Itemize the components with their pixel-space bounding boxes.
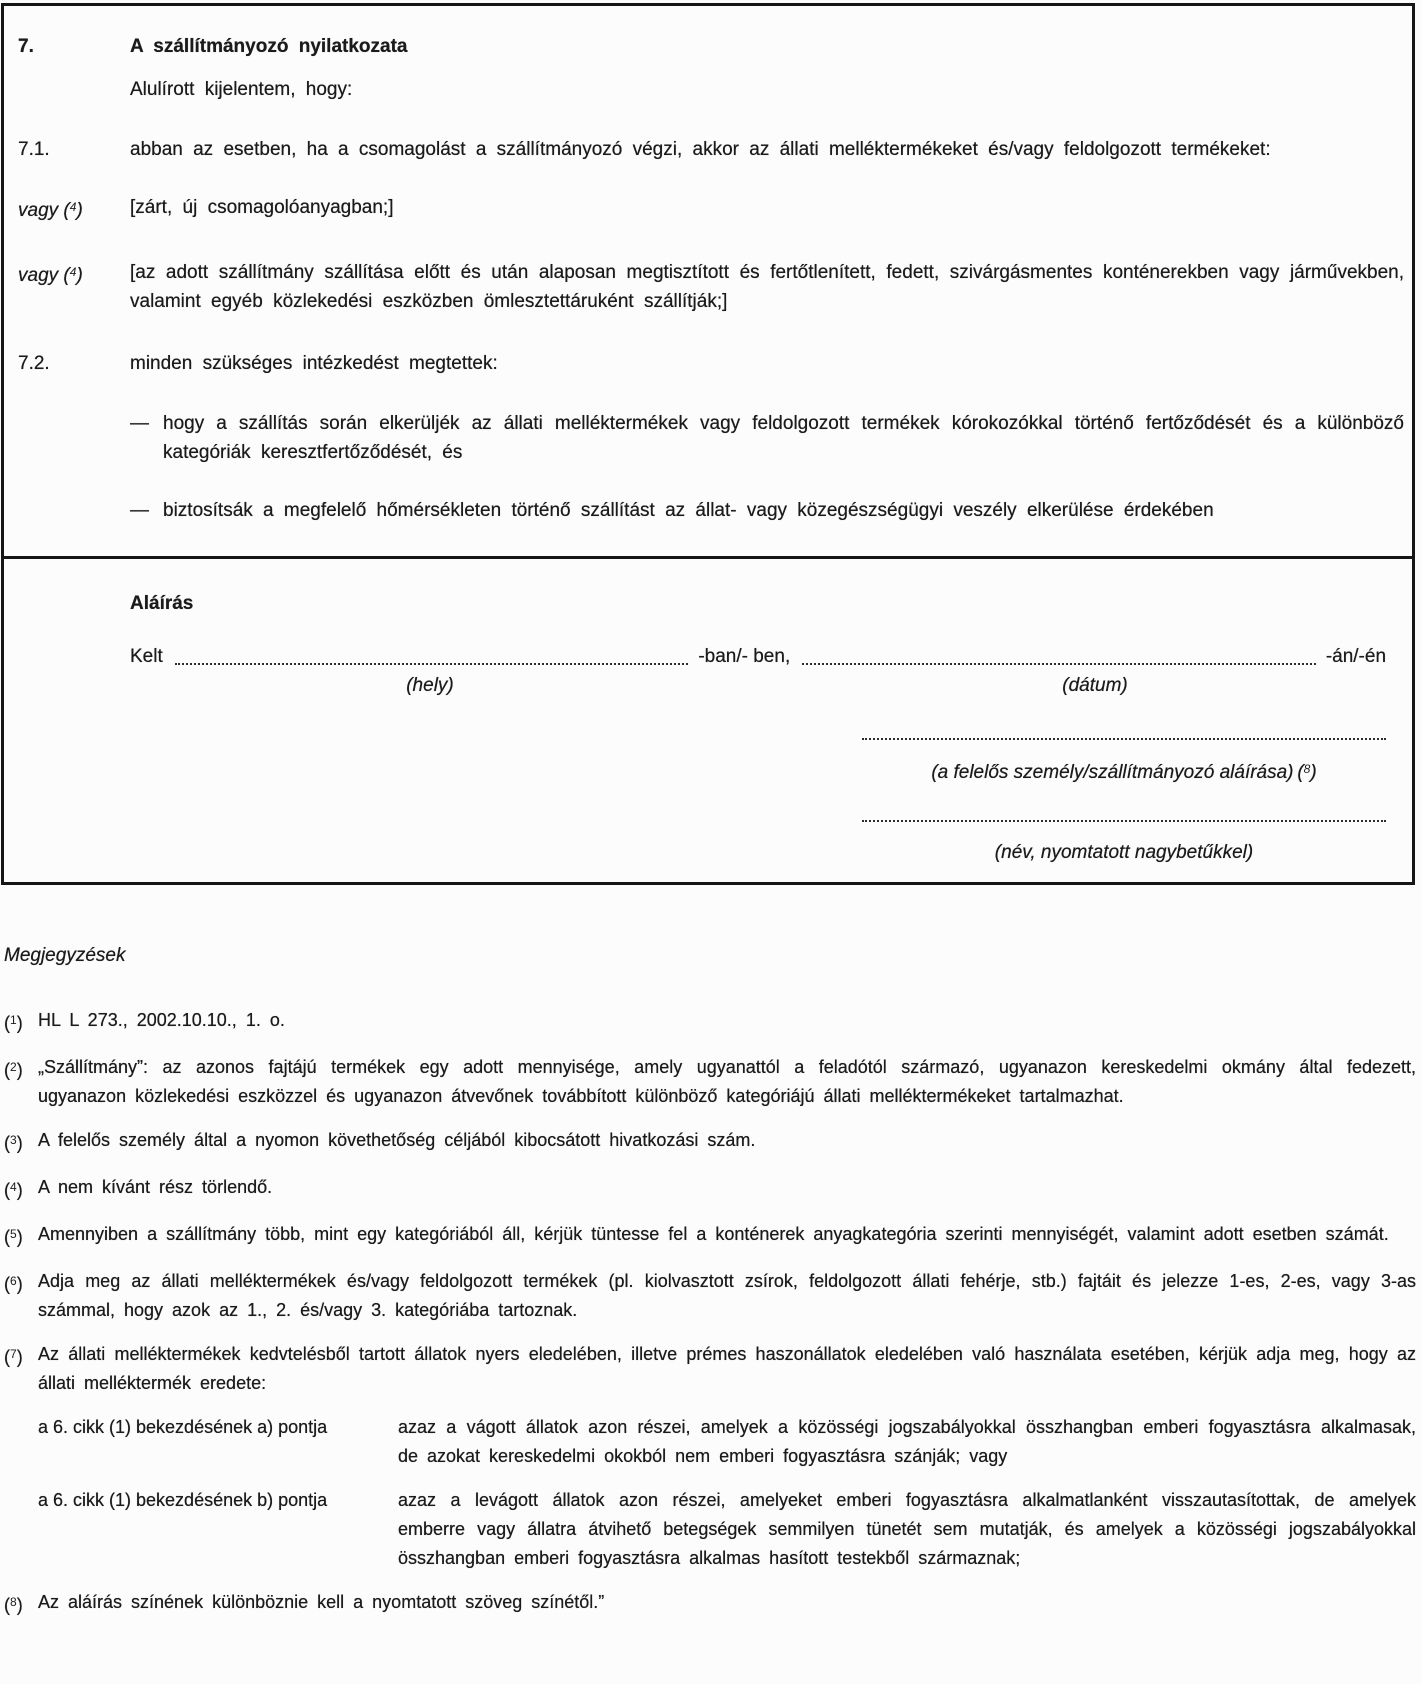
footnote-1-ref: 1 (10, 1013, 17, 1027)
item-7-2-row (18, 349, 1406, 378)
footnote-7-sub-a-text: azaz a vágott állatok azon részei, amelyek a közösségi jogszabályokkal összhangban emberi fogyasztásra alkalmasak, de azokat kereskedelmi okokból nem emberi fogyasztásra szánják; vagy (398, 1417, 1416, 1466)
footnote-7-sub-b-text: azaz a levágott állatok azon részei, amelyeket emberi fogyasztásra alkalmatlanként visszautasítottak, de amelyek emberre vagy állatra átvihető betegségek semmilyen tünetét sem mutatják, és amelyek a közösségi jogszabályokkal összhangban emberi fogyasztásra alkalmas hasított testekből származnak; (398, 1490, 1416, 1568)
signature-heading: Aláírás (130, 593, 194, 614)
paren-open: ( (4, 1180, 10, 1200)
declaration-box (1, 3, 1415, 885)
footnote-4-ref: 4 (10, 1180, 17, 1194)
measure-2-row (18, 496, 1406, 525)
option-2-row (18, 258, 1406, 316)
footnote-6-text: Adja meg az állati melléktermékek és/vagy feldolgozott termékek (pl. kiolvasztott zsírok, feldolgozott állati fehérje, stb.) fajtáit és jelezze 1-es, 2-es, vagy 3-as számmal, hogy azok az 1., 2. és/vagy 3. kategóriába tartoznak. (38, 1271, 1416, 1320)
paren-open: ( (4, 1133, 10, 1153)
footnote-2-text: „Szállítmány”: az azonos fajtájú termékek egy adott mennyisége, amely ugyanattól a feladótól származó, ugyanazon kereskedelmi okmány által fedezett, ugyanazon közlekedési eszközzel és ugyanazon átvevőnek továbbított különböző kategóriájú állati melléktermékeket tartalmazhat. (38, 1057, 1416, 1106)
footnote-7-marker (4, 1340, 38, 1573)
measure-1-row (18, 409, 1406, 467)
paren-close: ) (16, 1595, 23, 1615)
name-caption: (név, nyomtatott nagybetűkkel) (994, 842, 1254, 863)
footnote-8-marker (4, 1588, 38, 1620)
footnote-3-marker (4, 1126, 38, 1158)
footnote-7-sub-b (38, 1486, 1416, 1573)
declaration-section (4, 6, 1412, 556)
vagy-word: vagy (18, 265, 59, 286)
paren-open: ( (63, 265, 70, 286)
footnote-7 (4, 1340, 1416, 1573)
paren-close: ) (16, 1227, 23, 1247)
footnote-4 (4, 1173, 1416, 1205)
measure-1-text: hogy a szállítás során elkerüljék az állati melléktermékek vagy feldolgozott termékek kórokozókkal történő fertőződését és a különböző kategóriák keresztfertőződését, és (163, 413, 1404, 463)
kelt-label: Kelt (130, 646, 163, 667)
an-en-label: -án/-én (1325, 646, 1387, 667)
footnote-7-sub-a (38, 1413, 1416, 1471)
signer-caption-text: (a felelős személy/szállítmányozó aláírása) (931, 762, 1294, 783)
footnote-5 (4, 1220, 1416, 1252)
paren-close: ) (1310, 762, 1317, 783)
signature-section (4, 556, 1412, 882)
measure-1-item (130, 409, 1406, 467)
place-dotted-field (175, 662, 689, 665)
vagy-footnote-ref (63, 265, 82, 286)
item-7-1-text: abban az esetben, ha a csomagolást a szállítmányozó végzi, akkor az állati melléktermékeket és/vagy feldolgozott termékeket: (130, 139, 1271, 160)
paren-open: ( (4, 1060, 10, 1080)
footnote-8-ref: 8 (10, 1595, 17, 1609)
intro-text: Alulírott kijelentem, hogy: (130, 79, 353, 100)
dash-icon: — (130, 500, 149, 521)
intro-row (18, 75, 1406, 104)
kelt-captions-row (130, 671, 1386, 701)
paren-close: ) (76, 200, 83, 221)
footnote-3 (4, 1126, 1416, 1158)
paren-open: ( (4, 1347, 10, 1367)
footnote-2-marker (4, 1053, 38, 1111)
footnote-ref-8: 8 (1303, 762, 1311, 776)
option-1-text: [zárt, új csomagolóanyagban;] (130, 197, 394, 218)
measure-spacer (18, 496, 130, 525)
footnote-2 (4, 1053, 1416, 1111)
footnote-6-marker (4, 1267, 38, 1325)
measure-spacer (18, 409, 130, 467)
place-caption: (hely) (406, 675, 454, 696)
dash-icon: — (130, 413, 149, 434)
notes-heading: Megjegyzések (4, 945, 126, 966)
notes-section (4, 941, 1416, 1635)
footnote-6 (4, 1267, 1416, 1325)
footnote-8-text: Az aláírás színének különböznie kell a nyomtatott szöveg színétől.” (38, 1592, 605, 1612)
vagy-footnote-ref (63, 200, 82, 221)
footnote-5-marker (4, 1220, 38, 1252)
footnote-5-ref: 5 (10, 1227, 17, 1241)
intro-spacer (18, 75, 130, 104)
footnote-5-text: Amennyiben a szállítmány több, mint egy kategóriából áll, kérjük tüntesse fel a konténerek anyagkategória szerinti mennyiségét, valamint adott esetben számát. (38, 1224, 1389, 1244)
footnote-ref-4: 4 (69, 265, 77, 279)
footnote-4-text: A nem kívánt rész törlendő. (38, 1177, 273, 1197)
paren-close: ) (16, 1180, 23, 1200)
footnote-7-sub-b-label: a 6. cikk (1) bekezdésének b) pontja (38, 1490, 328, 1510)
paren-open: ( (63, 200, 70, 221)
option-2-text: [az adott szállítmány szállítása előtt és után alaposan megtisztított és fertőtlenített, fedett, szivárgásmentes konténerekben vagy járművekben, valamint egyéb közlekedési eszközben ömlesztettáruként szállítják;] (130, 262, 1404, 312)
measure-2-text: biztosítsák a megfelelő hőmérsékleten történő szállítást az állat- vagy közegészségügyi veszély elkerülése érdekében (163, 500, 1214, 521)
signature-column (862, 737, 1386, 866)
footnote-1-text: HL L 273., 2002.10.10., 1. o. (38, 1010, 285, 1030)
measure-2-item (130, 496, 1406, 525)
footnote-ref-4: 4 (69, 200, 77, 214)
footnote-7-text: Az állati melléktermékek kedvtelésből tartott állatok nyers eledelében, illetve prémes haszonállatok eledelében való használata esetében, kérjük adja meg, hogy az állati melléktermék eredete: (38, 1344, 1416, 1393)
date-caption: (dátum) (1062, 675, 1128, 696)
paren-open: ( (1297, 762, 1304, 783)
paren-close: ) (16, 1060, 23, 1080)
paren-open: ( (4, 1595, 10, 1615)
option-2-label (18, 258, 130, 316)
paren-open: ( (4, 1227, 10, 1247)
footnote-6-ref: 6 (10, 1274, 17, 1288)
item-7-2-number: 7.2. (18, 353, 50, 374)
signer-footnote-ref (1297, 762, 1316, 783)
footnote-1-marker (4, 1006, 38, 1038)
footnote-7-ref: 7 (10, 1347, 17, 1361)
paren-close: ) (16, 1013, 23, 1033)
paren-close: ) (16, 1347, 23, 1367)
footnote-7-sub-a-label: a 6. cikk (1) bekezdésének a) pontja (38, 1417, 328, 1437)
item-7-1-number: 7.1. (18, 139, 50, 160)
vagy-word: vagy (18, 200, 59, 221)
item-7-2-text: minden szükséges intézkedést megtettek: (130, 353, 498, 374)
section-7-title-row (18, 32, 1406, 61)
section-title: A szállítmányozó nyilatkozata (130, 36, 408, 57)
footnote-1 (4, 1006, 1416, 1038)
ban-ben-label: -ban/- ben, (698, 646, 791, 667)
paren-close: ) (76, 265, 83, 286)
footnote-8 (4, 1588, 1416, 1620)
section-number: 7. (18, 36, 34, 57)
paren-open: ( (4, 1013, 10, 1033)
name-dotted-line (862, 819, 1386, 822)
date-dotted-field (802, 662, 1316, 665)
footnote-3-ref: 3 (10, 1133, 17, 1147)
option-1-label (18, 193, 130, 225)
footnote-4-marker (4, 1173, 38, 1205)
paren-close: ) (16, 1274, 23, 1294)
signature-dotted-line (862, 737, 1386, 740)
signer-caption (862, 756, 1386, 786)
option-1-row (18, 193, 1406, 225)
kelt-line (130, 642, 1386, 671)
footnote-2-ref: 2 (10, 1060, 17, 1074)
footnote-3-text: A felelős személy által a nyomon követhetőség céljából kibocsátott hivatkozási szám. (38, 1130, 756, 1150)
item-7-1-row (18, 135, 1406, 164)
paren-close: ) (16, 1133, 23, 1153)
paren-open: ( (4, 1274, 10, 1294)
